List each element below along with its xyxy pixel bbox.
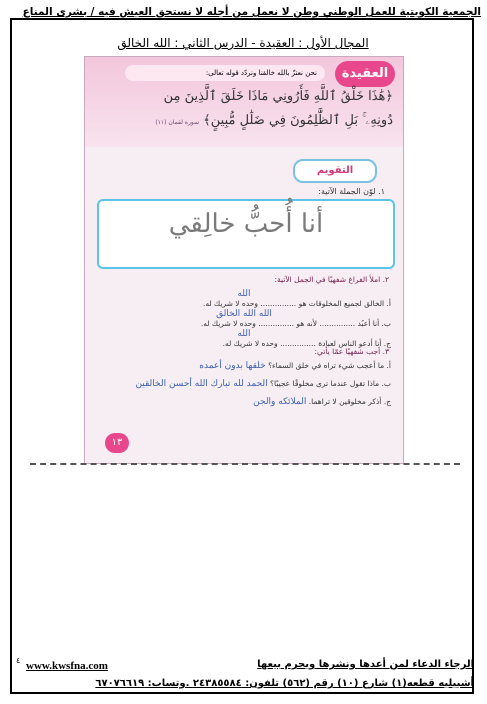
coloring-box xyxy=(97,199,395,269)
question-2b-text: ب. أنا أعبُد ............... لأنه هو ............... وحده لا شريك له. xyxy=(200,319,391,328)
question-2c-text: ج. أنا أدعو الناس لعبادة ............... وحده لا شريك له. xyxy=(222,339,391,348)
lesson-title: المجال الأول : العقيدة - الدرس الثاني : الله الخالق xyxy=(117,36,369,50)
page-header: الجمعية الكويتية للعمل الوطني وطن لا نعمل من أجله لا نستحق العيش فيه / بشرى المناع xyxy=(22,6,481,18)
question-2b xyxy=(97,309,391,328)
evaluation-badge: التقويم xyxy=(293,159,377,183)
question-3a-answer: خلقها بدون أعمده xyxy=(199,361,266,371)
verse-reference: سورة لقمان (١١) xyxy=(155,119,199,126)
question-2a xyxy=(97,289,391,308)
verse-line-2-text: دُونِهِۦ ۚ بَلِ ٱلظَّٰلِمُونَ فِي ضَلَٰلٍ مُّبِينٍ﴾ xyxy=(203,113,393,128)
section-badge: العقيدة xyxy=(335,61,395,87)
verse-intro-banner: نحن نعتزّ بالله خالقنا ونردّد قوله تعالى: xyxy=(125,65,325,81)
question-3b xyxy=(97,379,391,389)
coloring-sentence: أنا أُحبُّ خالِقي xyxy=(168,209,324,239)
question-2b-answer: الله الله الخالق xyxy=(216,309,272,319)
question-3-label: ٣. أجب شفهيًا عمّا يأتي: xyxy=(314,347,389,356)
question-3b-text: ب. ماذا تقول عندما ترى مخلوقًا عجيبًا؟ xyxy=(270,379,391,388)
question-3c-text: ج. أذكر مخلوقين لا تراهما. xyxy=(308,397,391,406)
question-3c xyxy=(97,397,391,407)
question-3a xyxy=(97,361,391,371)
question-2c xyxy=(97,329,391,348)
question-2-label: ٢. املأ الفراغ شفهيًا في الجمل الآتية: xyxy=(274,275,389,284)
page-number: ١٣ xyxy=(105,433,129,453)
question-2c-answer: الله xyxy=(237,329,251,339)
verse-line-1: ﴿هَٰذَا خَلْقُ ٱللَّهِ فَأَرُونِي مَاذَا خَلَقَ ٱلَّذِينَ مِن xyxy=(163,89,393,104)
separator-line xyxy=(30,463,460,465)
verse-line-2 xyxy=(93,109,393,135)
footer-mark: ٤ xyxy=(16,656,21,665)
quran-verse xyxy=(93,85,393,145)
question-3c-answer: الملائكه والجن xyxy=(253,397,307,407)
question-2a-text: أ. الخالق لجميع المخلوقات هو ............... وحده لا شريك له. xyxy=(202,299,391,308)
question-1-label: ١. لوّن الجملة الآتية: xyxy=(318,187,385,196)
textbook-page-image xyxy=(84,56,404,464)
footer-prayer-note: الرجاء الدعاء لمن أعدها ونشرها ويحرم بيعها xyxy=(257,659,474,670)
question-3b-answer: الحمد لله تبارك الله أحسن الخالقين xyxy=(135,379,268,389)
question-3a-text: أ. ما أعجب شيء تراه في خلق السماء؟ xyxy=(268,361,391,370)
footer-website-link[interactable]: www.kwsfna.com xyxy=(26,660,108,672)
footer-address: أشبيليه قطعه(١) شارع (١٠) رقم (٥٦٢) تلفون: ٢٤٣٨٥٥٨٤ .وتساب: ٦٧٠٧٦٦١٩ xyxy=(95,678,474,689)
question-2a-answer: الله xyxy=(237,289,251,299)
